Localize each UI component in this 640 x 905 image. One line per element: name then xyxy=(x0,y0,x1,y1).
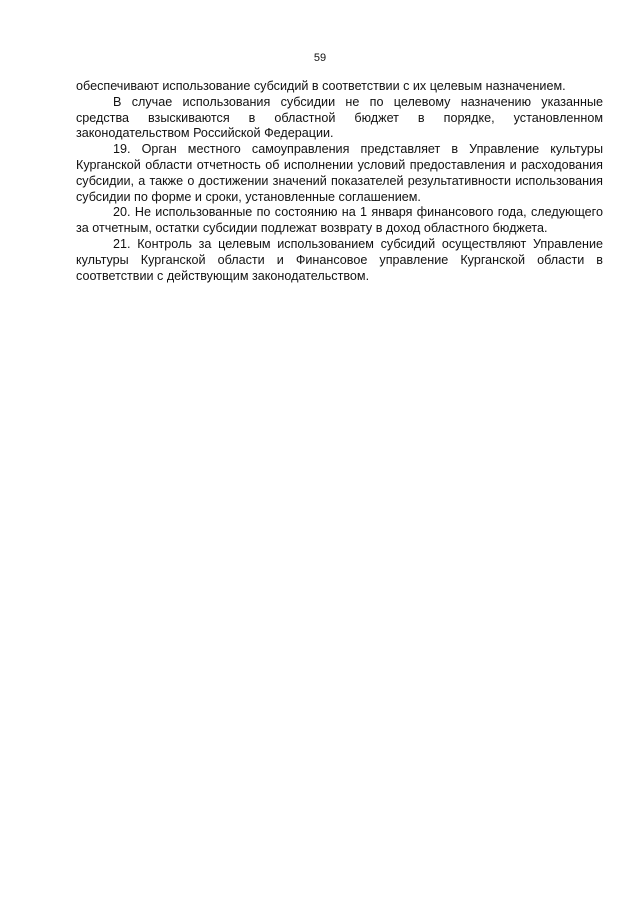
paragraph-19-reporting: 19. Орган местного самоуправления представляет в Управление культуры Курганской области отчетность об исполнении условий предоставления и расходования субсидии, а также о достижении значений показателей результативности использования субсидии по форме и сроки, установленные соглашением. xyxy=(76,142,603,204)
document-body xyxy=(76,79,603,284)
paragraph-misuse-recovery: В случае использования субсидии не по целевому назначению указанные средства взыскиваются в областной бюджет в порядке, установленном законодательством Российской Федерации. xyxy=(76,94,603,141)
page-number: 59 xyxy=(313,52,327,64)
paragraph-continuation: обеспечивают использование субсидий в соответствии с их целевым назначением. xyxy=(76,79,566,93)
paragraph-20-unused-balance: 20. Не использованные по состоянию на 1 января финансового года, следующего за отчетным, остатки субсидии подлежат возврату в доход областного бюджета. xyxy=(76,205,603,236)
paragraph-21-control: 21. Контроль за целевым использованием субсидий осуществляют Управление культуры Курганской области и Финансовое управление Курганской области в соответствии с действующим законодательством. xyxy=(76,236,603,283)
